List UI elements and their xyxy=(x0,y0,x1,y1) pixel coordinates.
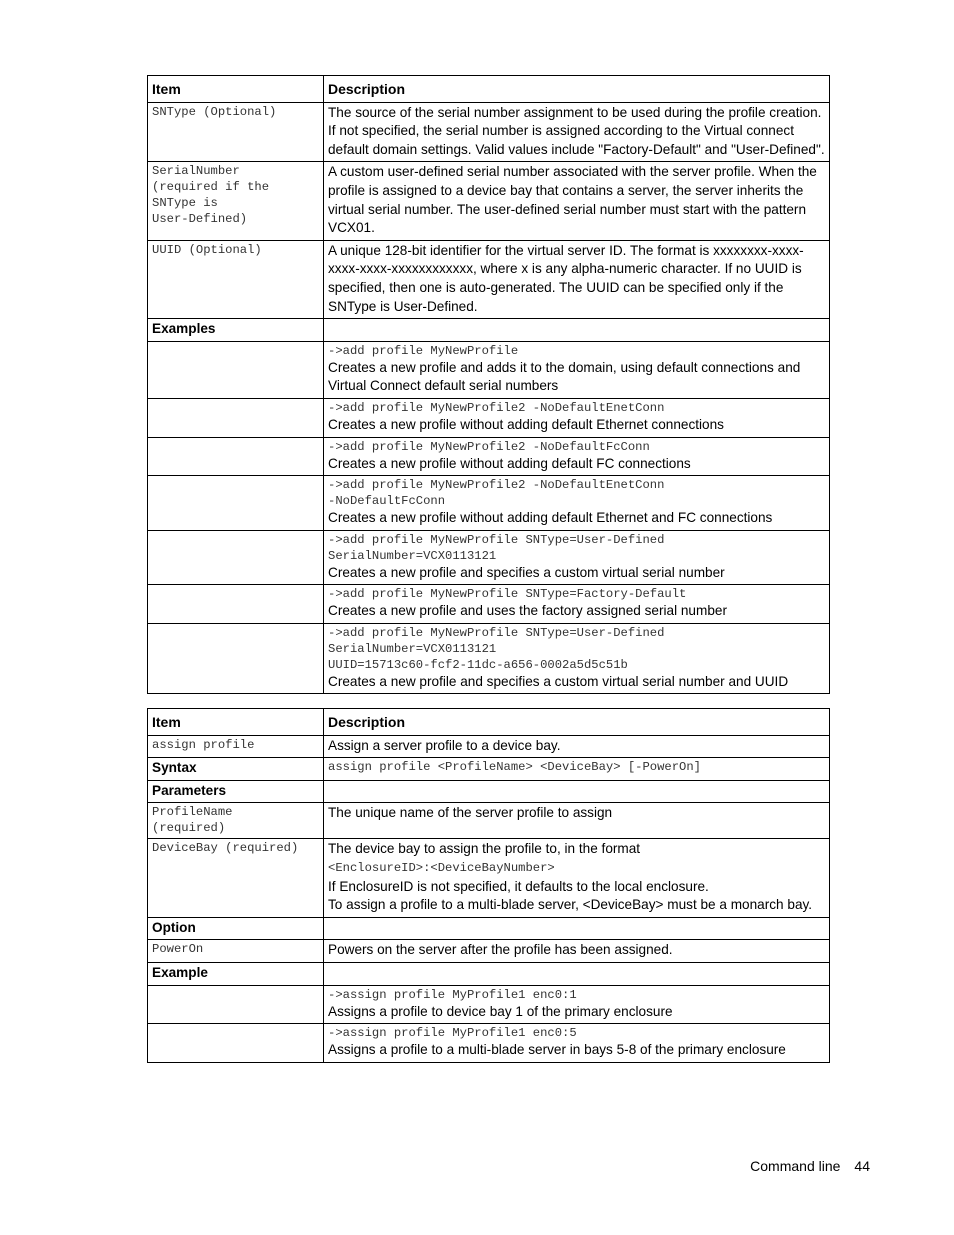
example-row xyxy=(148,985,830,1024)
table-header-row xyxy=(148,76,830,103)
param-name: DeviceBay (required) xyxy=(152,841,299,856)
example-description: Creates a new profile and adds it to the domain, using default connections and Virtual Connect default serial numbers xyxy=(328,359,801,394)
example-command: ->add profile MyNewProfile2 -NoDefaultEnetConn xyxy=(328,400,665,415)
param-description: The source of the serial number assignment to be used during the profile creation. If not specified, the serial number is assigned according to the Virtual connect default domain settings. Valid values include "Factory-Default" and "User-Defined". xyxy=(324,102,830,162)
param-name: UUID (Optional) xyxy=(152,242,262,257)
examples-label: Examples xyxy=(148,319,324,342)
option-label: Option xyxy=(148,917,324,940)
example-description: Creates a new profile and specifies a custom virtual serial number and UUID xyxy=(328,673,789,689)
command-name: assign profile xyxy=(152,737,255,752)
example-row xyxy=(148,398,830,437)
example-command: ->add profile MyNewProfile2 -NoDefaultEnetConn -NoDefaultFcConn xyxy=(328,478,665,509)
example-command: ->add profile MyNewProfile xyxy=(328,343,519,358)
section-row xyxy=(148,917,830,940)
example-description: Creates a new profile without adding default Ethernet and FC connections xyxy=(328,510,773,526)
example-command: ->add profile MyNewProfile SNType=User-Defined SerialNumber=VCX0113121 UUID=15713c60-fcf2-11dc-a656-0002a5d5c51b xyxy=(328,625,665,672)
assign-profile-table xyxy=(147,708,830,1063)
example-row xyxy=(148,341,830,398)
add-profile-parameters-table xyxy=(147,75,830,694)
example-command: ->add profile MyNewProfile SNType=User-Defined SerialNumber=VCX0113121 xyxy=(328,532,665,563)
parameters-label: Parameters xyxy=(148,780,324,803)
option-description: Powers on the server after the profile has been assigned. xyxy=(324,940,830,963)
table-row xyxy=(148,162,830,240)
param-name: ProfileName (required) xyxy=(152,805,233,836)
table-row xyxy=(148,102,830,162)
example-label: Example xyxy=(148,962,324,985)
param-name: SerialNumber (required if the SNType is User-Defined) xyxy=(152,164,270,227)
example-description: Creates a new profile and specifies a custom virtual serial number xyxy=(328,564,725,580)
example-description: Assigns a profile to device bay 1 of the primary enclosure xyxy=(328,1003,673,1019)
table-row xyxy=(148,758,830,781)
table-row xyxy=(148,803,830,839)
example-command: ->add profile MyNewProfile SNType=Factory-Default xyxy=(328,587,687,602)
section-row xyxy=(148,319,830,342)
example-row xyxy=(148,585,830,624)
section-row xyxy=(148,962,830,985)
example-command: ->assign profile MyProfile1 enc0:1 xyxy=(328,987,577,1002)
table-row xyxy=(148,839,830,917)
example-description: Creates a new profile without adding default FC connections xyxy=(328,455,691,471)
example-command: ->assign profile MyProfile1 enc0:5 xyxy=(328,1026,577,1041)
example-description: Creates a new profile without adding default Ethernet connections xyxy=(328,416,724,432)
example-row xyxy=(148,530,830,585)
example-command: ->add profile MyNewProfile2 -NoDefaultFcConn xyxy=(328,439,650,454)
table-row xyxy=(148,735,830,758)
param-description: The device bay to assign the profile to, in the format xyxy=(328,841,641,857)
section-row xyxy=(148,780,830,803)
param-description: A custom user-defined serial number associated with the server profile. When the profile is assigned to a device bay that contains a server, the server inherits the virtual serial number. The user-defined serial number must start with the pattern VCX01. xyxy=(324,162,830,240)
item-column-header: Item xyxy=(148,76,324,103)
option-name: PowerOn xyxy=(152,942,204,957)
command-description: Assign a server profile to a device bay. xyxy=(324,735,830,758)
table-header-row xyxy=(148,709,830,736)
syntax-value: assign profile <ProfileName> <DeviceBay> [-PowerOn] xyxy=(328,760,701,775)
param-description: If EnclosureID is not specified, it defaults to the local enclosure. xyxy=(328,878,709,894)
description-column-header: Description xyxy=(324,76,830,103)
footer-section-title: Command line xyxy=(750,1158,841,1174)
example-row xyxy=(148,623,830,694)
example-description: Creates a new profile and uses the factory assigned serial number xyxy=(328,603,727,619)
example-row xyxy=(148,1024,830,1063)
param-format: <EnclosureID>:<DeviceBayNumber> xyxy=(328,860,555,875)
table-row xyxy=(148,940,830,963)
param-description: A unique 128-bit identifier for the virtual server ID. The format is xxxxxxxx-xxxx-xxxx-xxxx-xxxxxxxxxxxx, where x is any alpha-numeric character. If no UUID is specified, then one is auto-generated. The UUID can be specified only if the SNType is User-Defined. xyxy=(324,240,830,318)
example-row xyxy=(148,476,830,531)
description-column-header: Description xyxy=(324,709,830,736)
page-number: 44 xyxy=(854,1158,870,1174)
param-description: The unique name of the server profile to assign xyxy=(324,803,830,839)
table-row xyxy=(148,240,830,318)
page-footer xyxy=(736,1158,870,1174)
param-name: SNType (Optional) xyxy=(152,104,277,119)
param-description: To assign a profile to a multi-blade server, <DeviceBay> must be a monarch bay. xyxy=(328,897,813,913)
example-row xyxy=(148,437,830,476)
example-description: Assigns a profile to a multi-blade server in bays 5-8 of the primary enclosure xyxy=(328,1042,786,1058)
item-column-header: Item xyxy=(148,709,324,736)
syntax-label: Syntax xyxy=(148,758,324,781)
